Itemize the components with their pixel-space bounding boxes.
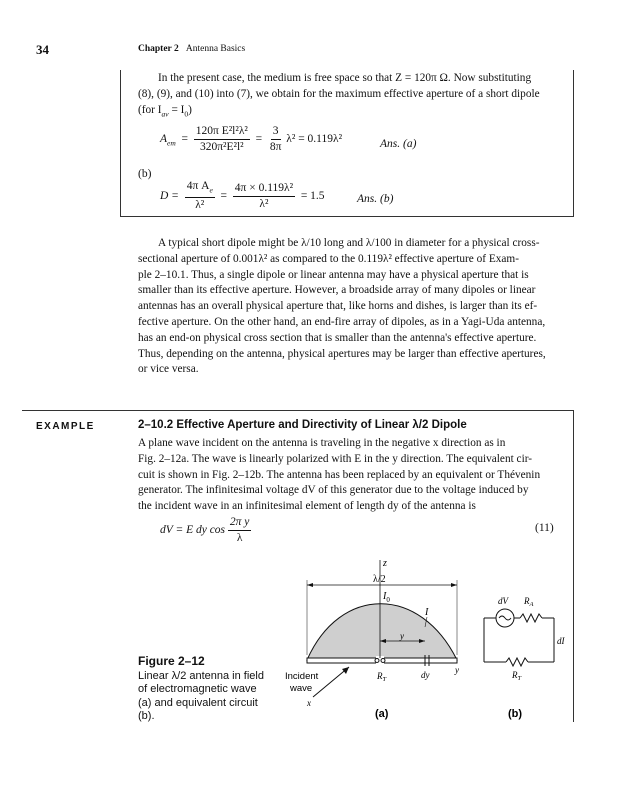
eq-11-fraction: $\frac{\text{2π y}}{\lambda}$ xyxy=(229,516,250,544)
solution-intro xyxy=(138,71,562,122)
half-lambda-label: λ/2 xyxy=(373,574,386,585)
RT-label: $R_T$ xyxy=(377,671,387,683)
dI-label: dI xyxy=(557,636,565,646)
body-paragraph xyxy=(138,236,562,378)
equation-b: D = $\frac{4\pi A_e}{\text{λ²}}$ = $\frac{\text{4π × 0.119λ²}}{\text{λ²}}$ = 1.5 xyxy=(160,180,325,212)
wave-label: wave xyxy=(290,683,313,694)
paragraph-line: ple 2–10.1. Thus, a single dipole or linear antenna may have a physical aperture that is xyxy=(138,268,529,281)
y-axis-label: y xyxy=(455,665,459,675)
equation-number: (11) xyxy=(535,522,554,534)
y-arrow-label: y xyxy=(400,631,404,641)
incident-label: Incident xyxy=(285,671,319,682)
x-label: x xyxy=(307,698,311,708)
dV-label: dV xyxy=(498,596,508,606)
paragraph-line: A typical short dipole might be λ/10 long and λ/100 in diameter for a physical cross- xyxy=(158,237,540,249)
RT-b-label: $R_T$ xyxy=(512,670,522,682)
example-label: EXAMPLE xyxy=(36,421,95,432)
dy-label: dy xyxy=(421,670,430,680)
example-line: generator. The infinitesimal voltage dV of this generator due to the voltage induced by xyxy=(138,484,529,497)
figure-title: Figure 2–12 xyxy=(138,654,205,668)
RA-label: $R_A$ xyxy=(524,596,534,608)
example-line: the incident wave in an infinitesimal element of length dy of the antenna is xyxy=(138,500,476,513)
I-label: I xyxy=(425,607,429,618)
terminal-left xyxy=(375,659,379,663)
running-header xyxy=(138,44,245,54)
paragraph-line: Thus, depending on the antenna, physical apertures may be larger than effective apertures, xyxy=(138,347,546,360)
eq-b-result: = 1.5 xyxy=(300,189,325,202)
part-a-label: (a) xyxy=(375,708,389,720)
answer-b: Ans. (b) xyxy=(357,193,394,205)
label-b: (b) xyxy=(138,168,152,180)
resistor-RT xyxy=(506,658,528,666)
paragraph-line: or vice versa. xyxy=(138,363,199,376)
equation-11: dV = E dy cos $\frac{\text{2π y}}{\lambda}$ xyxy=(160,516,250,544)
incident-wave-arrow xyxy=(313,667,349,697)
box-bottom-rule xyxy=(120,216,574,217)
chapter-title: Antenna Basics xyxy=(185,44,246,54)
eq-a-result: λ² = 0.119λ² xyxy=(286,133,343,146)
example-line: cuit is shown in Fig. 2–12b. The antenna has been replaced by an equivalent or Thévenin xyxy=(138,468,541,481)
eq-b-fraction-2: $\frac{\text{4π × 0.119λ²}}{\text{λ²}}$ xyxy=(234,181,294,210)
example-line: Fig. 2–12a. The wave is linearly polarized with E in the y direction. The equivalent cir- xyxy=(138,452,533,465)
example-title: 2–10.2 Effective Aperture and Directivity of Linear λ/2 Dipole xyxy=(138,419,467,431)
figure-2-12a xyxy=(285,555,475,720)
page-number: 34 xyxy=(36,42,49,57)
z-label: z xyxy=(383,558,387,569)
chapter-label: Chapter 2 xyxy=(138,44,179,54)
example-line: A plane wave incident on the antenna is traveling in the negative x direction as in xyxy=(138,437,506,449)
paragraph-line: sectional aperture of 0.001λ² as compared to the 0.119λ² effective aperture of Exam- xyxy=(138,252,519,265)
paragraph-line: antennas has an overall physical aperture that, like horns and dishes, is larger than its ef- xyxy=(138,300,538,313)
eq-a-lhs: A xyxy=(160,133,168,146)
dim-arrow-left xyxy=(307,583,313,587)
example-text xyxy=(138,436,562,515)
box-right-rule xyxy=(573,70,574,216)
eq-a-fraction-2: $\frac{3}{8\pi}$ xyxy=(269,125,282,153)
eq-a-fraction-1: $\frac{\text{120π E²l²λ²}}{\text{320π²E²l²}}$ xyxy=(195,125,248,153)
incident-arrow-head xyxy=(342,667,349,674)
terminal-right xyxy=(381,659,385,663)
equation-a: $A_{em}$ = $\frac{\text{120π E²l²λ²}}{\text{320π²E²l²}}$ = $\frac{3}{8\pi}$ λ² = 0.119λ² xyxy=(160,125,343,153)
example-top-rule xyxy=(22,410,574,411)
paragraph-line: smaller than its effective aperture. However, a broadside array of many dipoles or linear xyxy=(138,284,536,297)
intro-line-3: (for $I_{av} = I_0$) xyxy=(138,103,192,118)
current-distribution xyxy=(307,604,457,660)
figure-2-12b xyxy=(478,590,568,720)
part-b-label: (b) xyxy=(508,708,523,720)
example-right-rule xyxy=(573,410,574,722)
paragraph-line: has an end-on physical cross section that is smaller than the antenna's effective aperture. xyxy=(138,331,537,344)
I0-label: $I_0$ xyxy=(383,591,390,604)
dim-arrow-right xyxy=(451,583,457,587)
box-left-rule xyxy=(120,70,121,216)
intro-line-2: (8), (9), and (10) into (7), we obtain for the maximum effective aperture of a short dipole xyxy=(138,87,540,100)
resistor-RA xyxy=(520,614,542,622)
intro-line-1: In the present case, the medium is free space so that Z = 120π Ω. Now substituting xyxy=(158,72,532,84)
answer-a: Ans. (a) xyxy=(380,138,417,150)
eq-b-fraction-1: $\frac{4\pi A_e}{\text{λ²}}$ xyxy=(186,180,213,212)
paragraph-line: fective aperture. On the other hand, an end-fire array of dipoles, as in a Yagi-Uda antenna, xyxy=(138,315,546,328)
figure-caption: Linear λ/2 antenna in field of electromagnetic wave (a) and equivalent circuit (b). xyxy=(138,670,264,723)
